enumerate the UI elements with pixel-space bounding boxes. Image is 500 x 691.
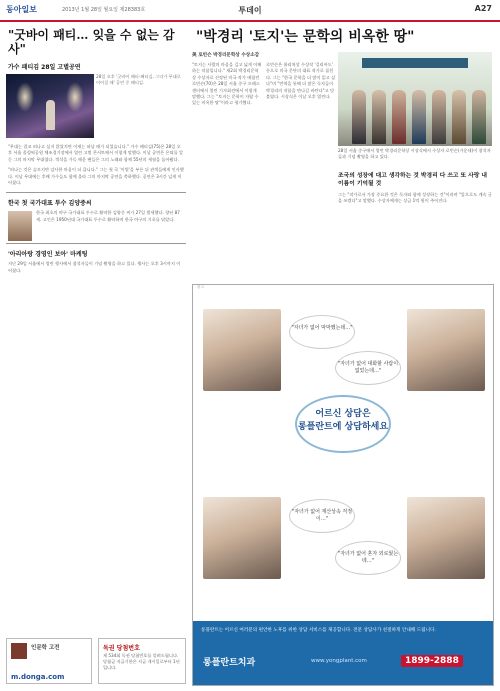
quote-bubble: "자녀가 없어 대화할 사람이 없었는데…" xyxy=(335,351,401,385)
page-number: A27 xyxy=(474,4,492,13)
right-body-lower: 그는 "작가로서 가장 중요한 것은 독자와 함께 성장하는 것"이라며 "앞으로도 계속 글을 쓰겠다"고 말했다. 수상자에게는 상금 1억 원이 주어진다. xyxy=(338,192,492,204)
right-body-col2: 로빈슨은 퓰리처상 수상작 '길리아드' 등으로 미국 문단의 대표 작가로 꼽힌다. 그는 "한국 문학을 더 많이 읽고 싶다"며 "번역을 통해 더 많은 독자들이 박경리의 작품을 만나길 바란다"고 덧붙였다. 시상식은 이날 오후 열린다. xyxy=(266,62,336,100)
newspaper-logo: 동아일보 xyxy=(6,5,37,14)
person-photo xyxy=(203,497,281,579)
person-icon xyxy=(472,90,486,144)
book-ad-title: 인문학 고전 xyxy=(31,645,60,651)
award-photo-caption: 28일 서울 중구에서 열린 박경리문학상 시상식에서 수상자 로빈슨(가운데)이 참석자들과 기념 촬영을 하고 있다. xyxy=(338,148,491,159)
right-body-col1: "토지는 사람의 마음을 깊고 넓게 이해하는 작품입니다." 제2회 박경리문학상 수상자로 선정된 미국 작가 메릴린 로빈슨(70)은 28일 서울 중구 프레스센터에서 열린 기자회견에서 이렇게 말했다. 그는 "토지는 문학이 자랄 수 있는 비옥한 땅"이라고 평가했다. xyxy=(192,62,262,106)
event-box xyxy=(6,243,186,274)
right-column xyxy=(192,26,494,686)
person-photo xyxy=(407,309,485,391)
concert-block xyxy=(6,74,186,140)
dental-ad[interactable] xyxy=(192,284,494,686)
quote-bubble: "자녀가 없어 혼자 외로웠는데…" xyxy=(335,541,401,575)
brand-logo: 롱플란트치과 xyxy=(203,658,256,668)
byline: 美 로빈슨 박경리문학상 수상소감 xyxy=(192,53,260,58)
quote-bubble: "자녀가 없어 막막했는데…" xyxy=(289,315,355,349)
brand-tel[interactable]: 1899-2888 xyxy=(401,655,463,667)
obituary-box xyxy=(6,192,186,223)
person-icon xyxy=(392,90,406,144)
concert-photo xyxy=(6,74,94,138)
award-photo xyxy=(338,52,492,146)
left-headline: "굿바이 패티… 잊을 수 없는 감사" xyxy=(8,28,175,56)
section-title: 투데이 xyxy=(238,6,262,15)
avatar xyxy=(8,211,32,241)
left-subhead: 가수 패티김 28일 고별공연 xyxy=(8,64,81,71)
ad-footer-text: 롱플란트는 어르신 여러분의 편안한 노후를 위한 상담 서비스를 제공합니다. 전문 상담사가 친절하게 안내해 드립니다. xyxy=(201,628,436,633)
brand-site[interactable]: www.yongplant.com xyxy=(311,658,367,664)
ad-label: 광고 xyxy=(197,285,204,289)
person-photo xyxy=(407,497,485,579)
event-title: '아리아랑 경영인 보아' 마케팅 xyxy=(8,251,88,259)
book-ad-url[interactable]: m.donga.com xyxy=(11,673,65,681)
ad-center-message xyxy=(295,395,391,453)
banner-icon xyxy=(362,58,468,68)
spotlight-icon xyxy=(16,82,34,112)
issue-date: 2013년 1월 28일 월요일 제28383호 xyxy=(62,7,146,13)
person-icon xyxy=(372,90,386,144)
left-column xyxy=(6,26,186,686)
pull-quote: 조국의 성장에 대고 생각하는 것 박경리 다 쓰고 또 사랑 내 이름이 기억될 것 xyxy=(338,173,487,187)
lottery-box xyxy=(98,638,186,684)
left-photo-caption: 28일 오후 '굿바이 패티-패티김, 그녀가 무대로 이어질 때' 공연 중 패티김. xyxy=(96,74,181,85)
singer-figure-icon xyxy=(46,100,55,130)
ad-center-line2: 롱플란트에 상담하세요 xyxy=(297,422,389,432)
quote-bubble: "자녀가 없어 재산상속 걱정이…" xyxy=(289,499,355,533)
page-header xyxy=(0,0,500,22)
ad-footer xyxy=(193,621,493,685)
person-icon xyxy=(452,90,466,144)
obituary-title: 한국 첫 국가대표 투수 김양중씨 xyxy=(8,200,92,208)
left-body-2: "떠나는 것은 슬프지만 감사한 마음이 더 큽니다." 그는 첫 곡 '이별'을 부른 뒤 관객들에게 인사했다. 이날 무대에는 후배 가수들도 함께 올라 그의 마지막 공연을 축하했다. 공연은 3시간 넘게 이어졌다. xyxy=(8,167,184,186)
event-body: 지난 29일 서울에서 열린 행사에서 참석자들이 기념 촬영을 하고 있다. 행사는 오후 3시까지 이어졌다. xyxy=(8,261,181,273)
person-icon xyxy=(352,90,366,144)
person-icon xyxy=(432,90,446,144)
spotlight-icon xyxy=(66,82,84,112)
book-ad[interactable] xyxy=(6,638,92,684)
obituary-body: 한국 최초의 야구 국가대표 투수로 활약한 김양중 씨가 27일 별세했다. 향년 87세. 고인은 1950년대 국가대표 투수로 활약하며 한국 야구의 기초를 닦았다. xyxy=(36,210,180,222)
lottery-body: 제 534회 독권 당첨번호를 알려드립니다. 당첨금 지급기한은 지급 개시일로부터 1년입니다. xyxy=(103,653,180,670)
book-icon xyxy=(11,643,27,659)
person-photo xyxy=(203,309,281,391)
photo-caption xyxy=(96,74,186,86)
person-icon xyxy=(412,90,426,144)
right-headline: "박경리 '토지'는 문학의 비옥한 땅" xyxy=(196,29,415,45)
ad-center-line1: 어르신 상담은 xyxy=(315,409,371,419)
lottery-title: 독권 당첨번호 xyxy=(103,645,140,652)
left-body-1: "무대는 결코 떠나고 싶지 않았지만 이제는 떠날 때가 되었습니다." 가수 패티김(75)은 28일 오후 서울 올림픽공원 체조경기장에서 열린 고별 콘서트에서 이렇게 말했다. 이날 공연은 은퇴를 앞둔 그의 마지막 무대였다. 객석을 가득 메운 팬들은 그의 노래와 함께 55년의 세월을 돌아봤다. xyxy=(8,144,184,162)
